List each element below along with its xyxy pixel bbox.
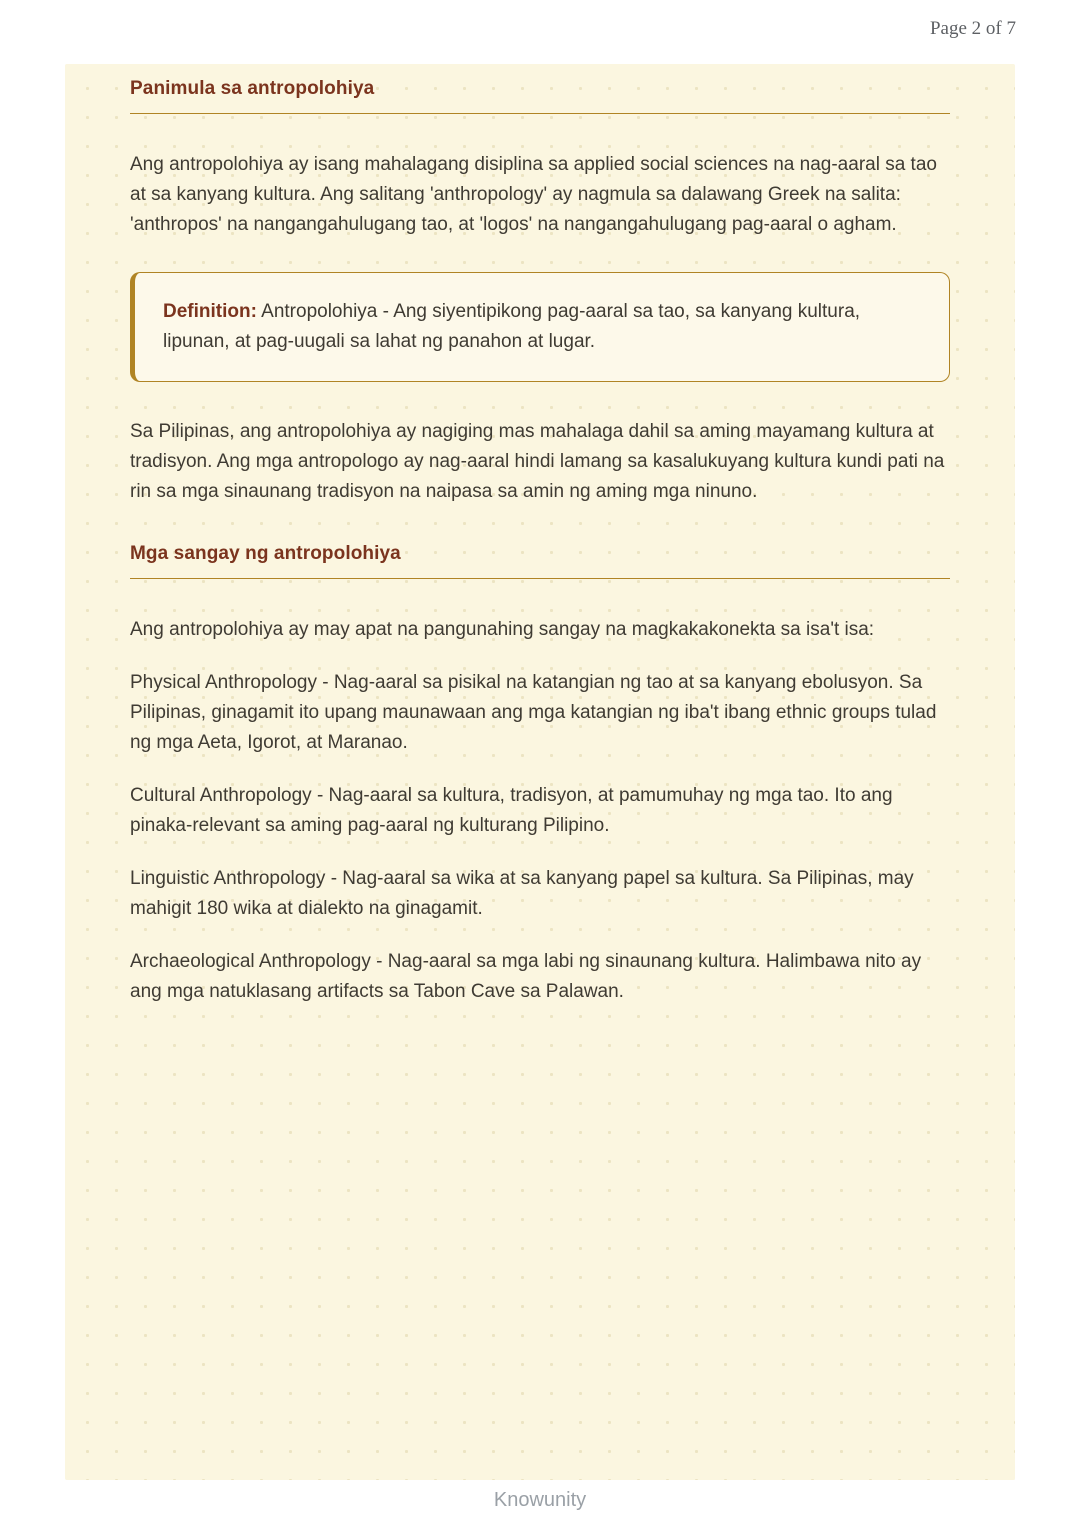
section-heading-panimula: Panimula sa antropolohiya bbox=[130, 78, 950, 114]
branch-paragraph-linguistic: Linguistic Anthropology - Nag-aaral sa wika at sa kanyang papel sa kultura. Sa Pilipinas, may mahigit 180 wika at dialekto na ginagamit. bbox=[130, 868, 914, 919]
footer-brand: Knowunity bbox=[493, 1489, 587, 1511]
definition-callout bbox=[130, 272, 950, 382]
context-paragraph: Sa Pilipinas, ang antropolohiya ay nagiging mas mahalaga dahil sa aming mayamang kultura at tradisyon. Ang mga antropologo ay nag-aaral hindi lamang sa kasalukuyang kultura kundi pati na rin sa mga sinaunang tradisyon na naipasa sa amin ng aming mga ninuno. bbox=[130, 421, 945, 502]
intro-paragraph: Ang antropolohiya ay isang mahalagang disiplina sa applied social sciences na nag-aaral sa tao at sa kanyang kultura. Ang salitang 'anthropology' ay nagmula sa dalawang Greek na salita: 'anthropos' na nangangahulugang tao, at 'logos' na nangangahulugang pag-aaral o agham. bbox=[130, 154, 937, 235]
branch-paragraph-cultural: Cultural Anthropology - Nag-aaral sa kultura, tradisyon, at pamumuhay ng mga tao. Ito ang pinaka-relevant sa aming pag-aaral ng kulturang Pilipino. bbox=[130, 785, 893, 836]
document-content bbox=[65, 64, 1015, 1007]
definition-paragraph bbox=[163, 297, 921, 357]
branch-paragraph-archaeological: Archaeological Anthropology - Nag-aaral sa mga labi ng sinaunang kultura. Halimbawa nito ay ang mga natuklasang artifacts sa Tabon Cave sa Palawan. bbox=[130, 951, 922, 1002]
document-sheet bbox=[65, 64, 1015, 1480]
page-number: Page 2 of 7 bbox=[929, 18, 1016, 39]
definition-label: Definition: bbox=[163, 301, 257, 322]
branch-paragraph-physical: Physical Anthropology - Nag-aaral sa pisikal na katangian ng tao at sa kanyang ebolusyon. Sa Pilipinas, ginagamit ito upang maunawaan ang mga katangian ng iba't ibang ethnic groups tulad ng mga Aeta, Igorot, at Maranao. bbox=[130, 672, 937, 753]
section-heading-mga-sangay: Mga sangay ng antropolohiya bbox=[130, 543, 950, 579]
branches-intro-paragraph: Ang antropolohiya ay may apat na pangunahing sangay na magkakakonekta sa isa't isa: bbox=[130, 619, 875, 640]
definition-text: Antropolohiya - Ang siyentipikong pag-aaral sa tao, sa kanyang kultura, lipunan, at pag-uugali sa lahat ng panahon at lugar. bbox=[163, 301, 861, 352]
